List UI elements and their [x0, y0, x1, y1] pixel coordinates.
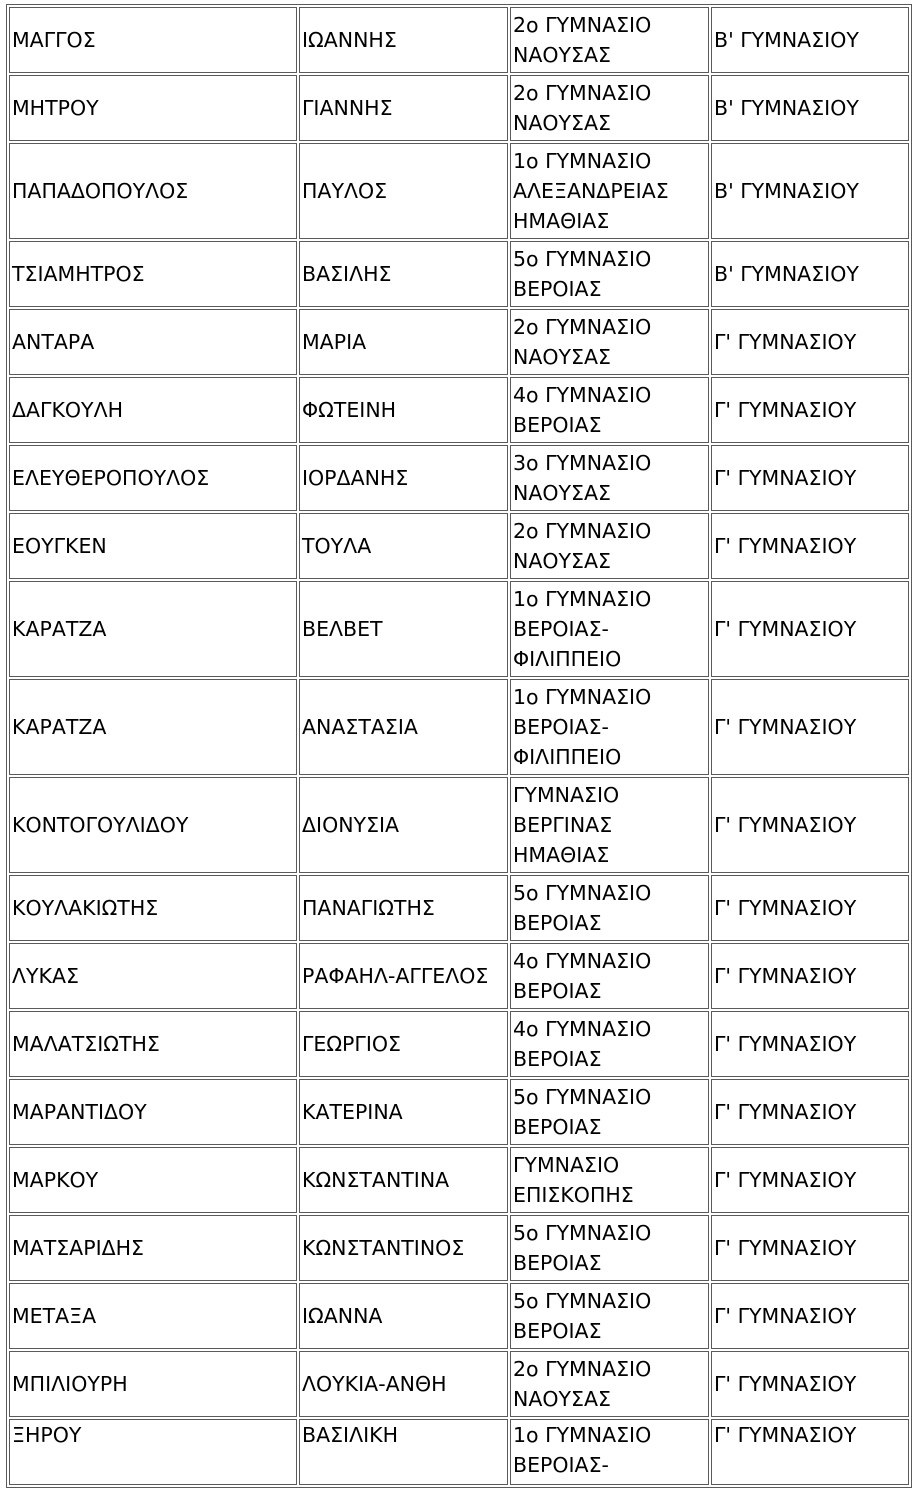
table-body [9, 7, 909, 1485]
first-name-cell: ΦΩΤΕΙΝΗ [299, 377, 508, 443]
school-line: ΗΜΑΘΙΑΣ [513, 843, 610, 867]
first-name-cell: ΒΑΣΙΛΗΣ [299, 241, 508, 307]
grade-cell: Γ' ΓΥΜΝΑΣΙΟΥ [711, 309, 909, 375]
school-line: ΒΕΡΟΙΑΣ [513, 1047, 602, 1071]
school-cell [510, 1079, 709, 1145]
first-name-cell: ΓΕΩΡΓΙΟΣ [299, 1011, 508, 1077]
grade-cell: Γ' ΓΥΜΝΑΣΙΟΥ [711, 1079, 909, 1145]
school-cell [510, 513, 709, 579]
school-cell [510, 1215, 709, 1281]
school-line: 4ο ΓΥΜΝΑΣΙΟ [513, 383, 652, 407]
school-cell [510, 875, 709, 941]
school-line: 5ο ΓΥΜΝΑΣΙΟ [513, 1221, 652, 1245]
first-name-cell: ΚΩΝΣΤΑΝΤΙΝΟΣ [299, 1215, 508, 1281]
surname-cell: ΜΑΤΣΑΡΙΔΗΣ [9, 1215, 297, 1281]
table-row [9, 1283, 909, 1349]
table-row [9, 1419, 909, 1485]
grade-cell: Γ' ΓΥΜΝΑΣΙΟΥ [711, 513, 909, 579]
grade-cell: Γ' ΓΥΜΝΑΣΙΟΥ [711, 581, 909, 677]
school-line: ΗΜΑΘΙΑΣ [513, 209, 610, 233]
school-line: ΓΥΜΝΑΣΙΟ [513, 1153, 620, 1177]
surname-cell: ΜΑΓΓΟΣ [9, 7, 297, 73]
surname-cell: ΕΛΕΥΘΕΡΟΠΟΥΛΟΣ [9, 445, 297, 511]
school-line: 5ο ΓΥΜΝΑΣΙΟ [513, 881, 652, 905]
table-row [9, 581, 909, 677]
surname-cell: ΜΑΡΑΝΤΙΔΟΥ [9, 1079, 297, 1145]
grade-cell: Β' ΓΥΜΝΑΣΙΟΥ [711, 241, 909, 307]
table-row [9, 377, 909, 443]
surname-cell: ΜΑΛΑΤΣΙΩΤΗΣ [9, 1011, 297, 1077]
first-name-cell: ΠΑΥΛΟΣ [299, 143, 508, 239]
surname-cell: ΠΑΠΑΔΟΠΟΥΛΟΣ [9, 143, 297, 239]
surname-cell: ΚΟΥΛΑΚΙΩΤΗΣ [9, 875, 297, 941]
table-row [9, 943, 909, 1009]
first-name-cell: ΤΟΥΛΑ [299, 513, 508, 579]
first-name-cell: ΒΕΛΒΕΤ [299, 581, 508, 677]
surname-cell: ΞΗΡΟΥ [9, 1419, 297, 1485]
school-line: 1ο ΓΥΜΝΑΣΙΟ [513, 149, 652, 173]
grade-cell: Γ' ΓΥΜΝΑΣΙΟΥ [711, 679, 909, 775]
grade-cell: Γ' ΓΥΜΝΑΣΙΟΥ [711, 445, 909, 511]
surname-cell: ΤΣΙΑΜΗΤΡΟΣ [9, 241, 297, 307]
first-name-cell: ΑΝΑΣΤΑΣΙΑ [299, 679, 508, 775]
grade-cell: Γ' ΓΥΜΝΑΣΙΟΥ [711, 1351, 909, 1417]
first-name-cell: ΡΑΦΑΗΛ-ΑΓΓΕΛΟΣ [299, 943, 508, 1009]
school-cell [510, 309, 709, 375]
grade-cell: Γ' ΓΥΜΝΑΣΙΟΥ [711, 1419, 909, 1485]
table-row [9, 1351, 909, 1417]
grade-cell: Γ' ΓΥΜΝΑΣΙΟΥ [711, 1147, 909, 1213]
school-cell [510, 1351, 709, 1417]
school-line: ΦΙΛΙΠΠΕΙΟ [513, 745, 622, 769]
first-name-cell: ΜΑΡΙΑ [299, 309, 508, 375]
school-line: 5ο ΓΥΜΝΑΣΙΟ [513, 1289, 652, 1313]
school-line: ΝΑΟΥΣΑΣ [513, 481, 611, 505]
first-name-cell: ΙΩΑΝΝΑ [299, 1283, 508, 1349]
school-line: ΒΕΡΟΙΑΣ [513, 1251, 602, 1275]
school-line: ΝΑΟΥΣΑΣ [513, 549, 611, 573]
school-line: 5ο ΓΥΜΝΑΣΙΟ [513, 247, 652, 271]
surname-cell: ΚΑΡΑΤΖΑ [9, 581, 297, 677]
table-row [9, 1215, 909, 1281]
school-line: ΑΛΕΞΑΝΔΡΕΙΑΣ [513, 179, 669, 203]
school-line: ΝΑΟΥΣΑΣ [513, 43, 611, 67]
first-name-cell: ΓΙΑΝΝΗΣ [299, 75, 508, 141]
school-line: 1ο ΓΥΜΝΑΣΙΟ [513, 587, 652, 611]
table-row [9, 1147, 909, 1213]
school-line: ΒΕΡΟΙΑΣ [513, 1319, 602, 1343]
school-line: ΓΥΜΝΑΣΙΟ [513, 783, 620, 807]
first-name-cell: ΙΩΑΝΝΗΣ [299, 7, 508, 73]
first-name-cell: ΚΩΝΣΤΑΝΤΙΝΑ [299, 1147, 508, 1213]
first-name-cell: ΚΑΤΕΡΙΝΑ [299, 1079, 508, 1145]
school-line: 4ο ΓΥΜΝΑΣΙΟ [513, 949, 652, 973]
table-row [9, 143, 909, 239]
school-cell [510, 445, 709, 511]
grade-cell: Γ' ΓΥΜΝΑΣΙΟΥ [711, 943, 909, 1009]
grade-cell: Γ' ΓΥΜΝΑΣΙΟΥ [711, 777, 909, 873]
school-cell [510, 377, 709, 443]
grade-cell: Γ' ΓΥΜΝΑΣΙΟΥ [711, 1011, 909, 1077]
school-cell [510, 581, 709, 677]
school-cell [510, 143, 709, 239]
table-row [9, 75, 909, 141]
school-line: 2ο ΓΥΜΝΑΣΙΟ [513, 315, 652, 339]
first-name-cell: ΠΑΝΑΓΙΩΤΗΣ [299, 875, 508, 941]
grade-cell: Β' ΓΥΜΝΑΣΙΟΥ [711, 143, 909, 239]
school-cell [510, 241, 709, 307]
school-cell [510, 1147, 709, 1213]
table-row [9, 445, 909, 511]
school-line: ΒΕΡΓΙΝΑΣ [513, 813, 613, 837]
table-row [9, 777, 909, 873]
school-line: 3ο ΓΥΜΝΑΣΙΟ [513, 451, 652, 475]
surname-cell: ΚΑΡΑΤΖΑ [9, 679, 297, 775]
school-cell [510, 75, 709, 141]
school-cell [510, 679, 709, 775]
school-line: ΒΕΡΟΙΑΣ [513, 1115, 602, 1139]
school-cell [510, 1283, 709, 1349]
school-line: 2ο ΓΥΜΝΑΣΙΟ [513, 13, 652, 37]
table-row [9, 513, 909, 579]
grade-cell: Γ' ΓΥΜΝΑΣΙΟΥ [711, 1283, 909, 1349]
school-cell [510, 943, 709, 1009]
school-line: ΦΙΛΙΠΠΕΙΟ [513, 647, 622, 671]
first-name-cell: ΒΑΣΙΛΙΚΗ [299, 1419, 508, 1485]
grade-cell: Β' ΓΥΜΝΑΣΙΟΥ [711, 75, 909, 141]
surname-cell: ΚΟΝΤΟΓΟΥΛΙΔΟΥ [9, 777, 297, 873]
school-cell [510, 1419, 709, 1485]
school-cell [510, 777, 709, 873]
school-line: ΒΕΡΟΙΑΣ [513, 911, 602, 935]
first-name-cell: ΙΟΡΔΑΝΗΣ [299, 445, 508, 511]
results-table [6, 4, 912, 1488]
table-row [9, 679, 909, 775]
surname-cell: ΜΗΤΡΟΥ [9, 75, 297, 141]
school-line: ΝΑΟΥΣΑΣ [513, 345, 611, 369]
school-line: 2ο ΓΥΜΝΑΣΙΟ [513, 1357, 652, 1381]
school-line: 1ο ΓΥΜΝΑΣΙΟ [513, 685, 652, 709]
table-row [9, 875, 909, 941]
school-line: 2ο ΓΥΜΝΑΣΙΟ [513, 81, 652, 105]
table-row [9, 241, 909, 307]
school-line: ΒΕΡΟΙΑΣ [513, 979, 602, 1003]
surname-cell: ΔΑΓΚΟΥΛΗ [9, 377, 297, 443]
grade-cell: Γ' ΓΥΜΝΑΣΙΟΥ [711, 1215, 909, 1281]
school-line: ΒΕΡΟΙΑΣ- [513, 1453, 609, 1477]
grade-cell: Β' ΓΥΜΝΑΣΙΟΥ [711, 7, 909, 73]
school-line: ΕΠΙΣΚΟΠΗΣ [513, 1183, 634, 1207]
school-line: ΒΕΡΟΙΑΣ- [513, 715, 609, 739]
school-line: ΝΑΟΥΣΑΣ [513, 1387, 611, 1411]
surname-cell: ΜΕΤΑΞΑ [9, 1283, 297, 1349]
surname-cell: ΜΠΙΛΙΟΥΡΗ [9, 1351, 297, 1417]
school-line: ΒΕΡΟΙΑΣ [513, 277, 602, 301]
table-row [9, 309, 909, 375]
surname-cell: ΜΑΡΚΟΥ [9, 1147, 297, 1213]
surname-cell: ΛΥΚΑΣ [9, 943, 297, 1009]
school-line: ΒΕΡΟΙΑΣ- [513, 617, 609, 641]
school-line: ΒΕΡΟΙΑΣ [513, 413, 602, 437]
table-row [9, 1011, 909, 1077]
school-line: 1ο ΓΥΜΝΑΣΙΟ [513, 1423, 652, 1447]
school-line: 4ο ΓΥΜΝΑΣΙΟ [513, 1017, 652, 1041]
first-name-cell: ΛΟΥΚΙΑ-ΑΝΘΗ [299, 1351, 508, 1417]
table-row [9, 7, 909, 73]
grade-cell: Γ' ΓΥΜΝΑΣΙΟΥ [711, 377, 909, 443]
school-cell [510, 1011, 709, 1077]
school-line: 2ο ΓΥΜΝΑΣΙΟ [513, 519, 652, 543]
school-line: ΝΑΟΥΣΑΣ [513, 111, 611, 135]
surname-cell: ΑΝΤΑΡΑ [9, 309, 297, 375]
school-line: 5ο ΓΥΜΝΑΣΙΟ [513, 1085, 652, 1109]
surname-cell: ΕΟΥΓΚΕΝ [9, 513, 297, 579]
school-cell [510, 7, 709, 73]
first-name-cell: ΔΙΟΝΥΣΙΑ [299, 777, 508, 873]
grade-cell: Γ' ΓΥΜΝΑΣΙΟΥ [711, 875, 909, 941]
table-row [9, 1079, 909, 1145]
